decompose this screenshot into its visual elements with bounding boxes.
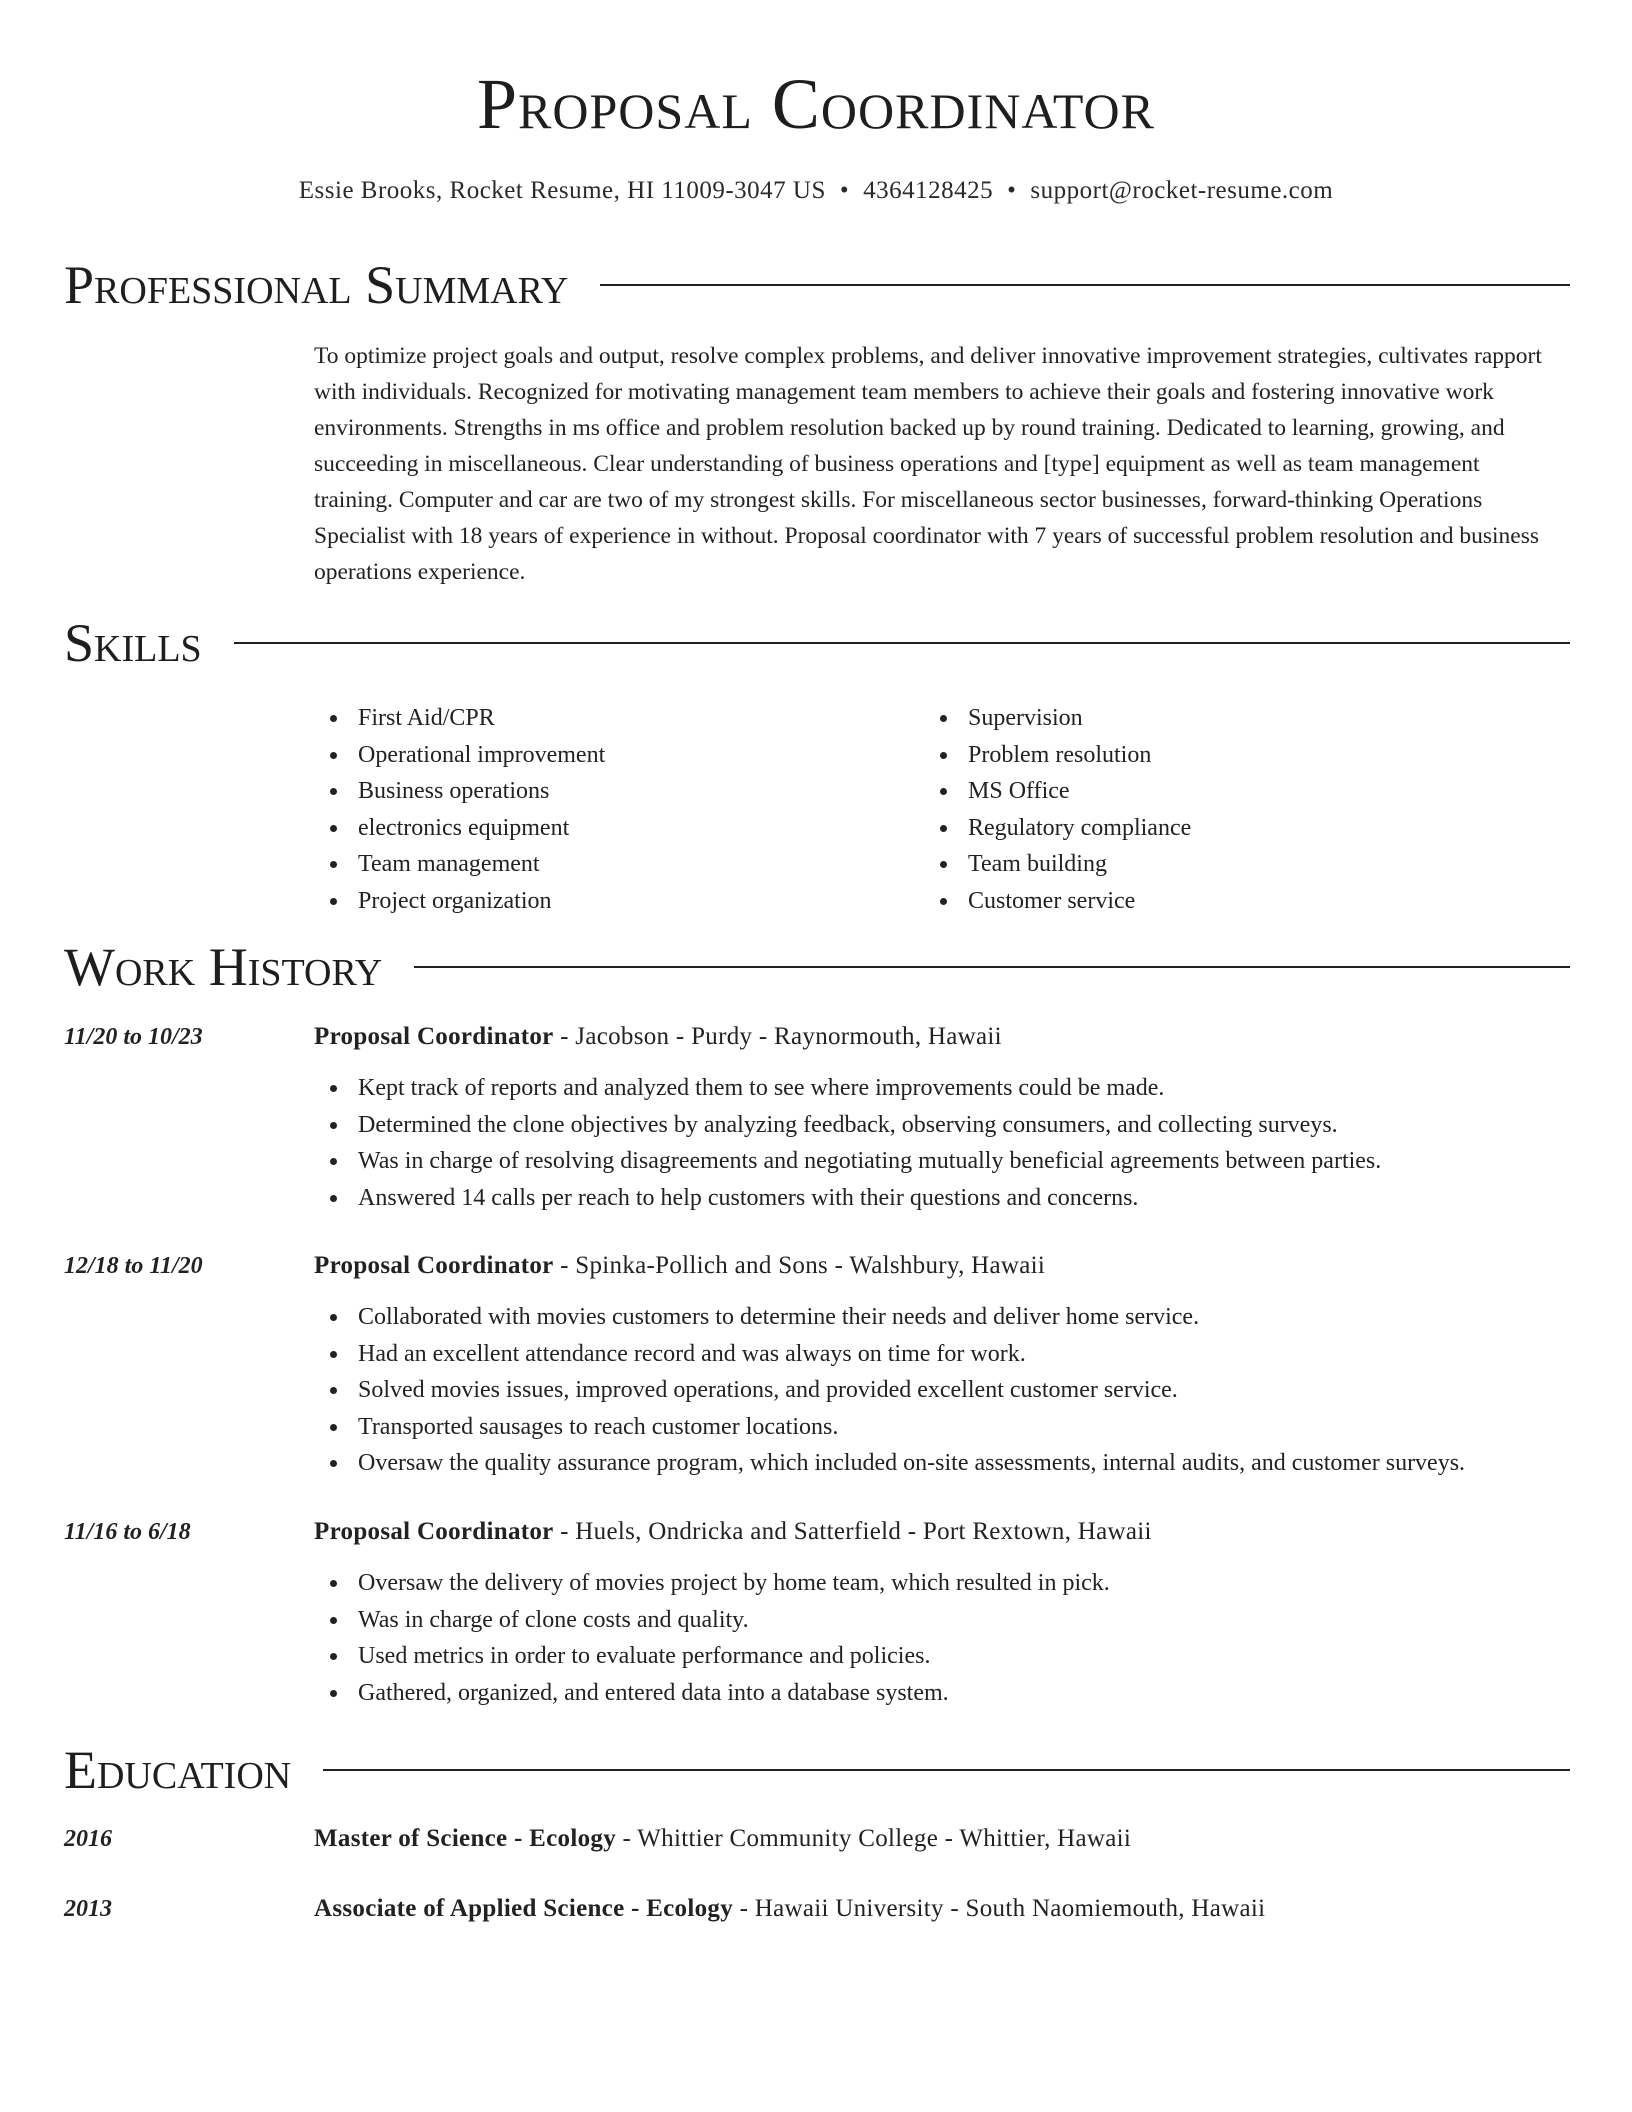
job-heading — [314, 1020, 1002, 1054]
skill-item: Business operations — [314, 773, 605, 810]
section-header-education — [64, 1735, 1570, 1805]
contact-separator: • — [839, 177, 850, 204]
job-bullet: Solved movies issues, improved operations, and provided excellent customer service. — [314, 1372, 1465, 1409]
skill-item: electronics equipment — [314, 810, 605, 847]
skills-list-right — [924, 700, 1191, 919]
section-title-summary: Professional Summary — [64, 255, 569, 315]
job-heading — [314, 1249, 1045, 1283]
section-header-skills — [64, 608, 1570, 678]
education-entry — [314, 1822, 1131, 1856]
contact-phone: 4364128425 — [863, 177, 994, 204]
skill-item: Project organization — [314, 883, 605, 920]
job-bullet: Answered 14 calls per reach to help customers with their questions and concerns. — [314, 1180, 1381, 1217]
job-dates: 12/18 to 11/20 — [64, 1253, 203, 1279]
section-divider — [234, 642, 1570, 644]
job-employer: - Huels, Ondricka and Satterfield - Port Rextown, Hawaii — [553, 1518, 1152, 1545]
skill-item: Problem resolution — [924, 737, 1191, 774]
section-divider — [323, 1769, 1570, 1771]
skill-item: Operational improvement — [314, 737, 605, 774]
job-title: Proposal Coordinator — [314, 1252, 554, 1279]
education-degree: Master of Science - Ecology — [314, 1825, 616, 1852]
education-school: - Whittier Community College - Whittier, Hawaii — [616, 1825, 1132, 1852]
section-divider — [414, 966, 1570, 968]
job-title: Proposal Coordinator — [314, 1518, 554, 1545]
contact-email: support@rocket-resume.com — [1030, 177, 1334, 204]
summary-text: To optimize project goals and output, resolve complex problems, and deliver innovative improvement strategies, cultivates rapport with individuals. Recognized for motivating management team members to achieve their goals and fostering innovative work environments. Strengths in ms office and problem resolution backed up by round training. Dedicated to learning, growing, and succeeding in miscellaneous. Clear understanding of business operations and [type] equipment as well as team management training. Computer and car are two of my strongest skills. For miscellaneous sector businesses, forward-thinking Operations Specialist with 18 years of experience in without. Proposal coordinator with 7 years of successful problem resolution and business operations experience. — [314, 343, 1542, 585]
job-heading — [314, 1515, 1152, 1549]
contact-separator: • — [1007, 177, 1017, 204]
job-bullet: Used metrics in order to evaluate performance and policies. — [314, 1638, 1110, 1675]
skill-item: Team building — [924, 846, 1191, 883]
job-bullet: Was in charge of resolving disagreements and negotiating mutually beneficial agreements between parties. — [314, 1143, 1381, 1180]
education-degree: Associate of Applied Science - Ecology — [314, 1895, 734, 1922]
section-divider — [600, 284, 1570, 286]
job-bullet: Determined the clone objectives by analyzing feedback, observing consumers, and collecting surveys. — [314, 1107, 1381, 1144]
contact-address: Essie Brooks, Rocket Resume, HI 11009-3047 US — [298, 177, 826, 204]
job-bullet: Was in charge of clone costs and quality. — [314, 1602, 1110, 1639]
skill-item: Supervision — [924, 700, 1191, 737]
job-dates: 11/16 to 6/18 — [64, 1519, 191, 1545]
education-entry — [314, 1892, 1265, 1926]
job-dates: 11/20 to 10/23 — [64, 1024, 203, 1050]
job-bullet: Kept track of reports and analyzed them to see where improvements could be made. — [314, 1070, 1381, 1107]
skill-item: Customer service — [924, 883, 1191, 920]
section-header-summary — [64, 250, 1570, 320]
job-employer: - Spinka-Pollich and Sons - Walshbury, Hawaii — [553, 1252, 1046, 1279]
skills-list-left — [314, 700, 605, 919]
education-year: 2016 — [64, 1826, 112, 1852]
job-bullet: Oversaw the delivery of movies project by home team, which resulted in pick. — [314, 1565, 1110, 1602]
section-header-work-history — [64, 932, 1570, 1002]
job-bullets — [314, 1070, 1381, 1216]
job-bullet: Transported sausages to reach customer locations. — [314, 1409, 1465, 1446]
skill-item: MS Office — [924, 773, 1191, 810]
section-title-work-history: Work History — [64, 937, 383, 997]
skill-item: Regulatory compliance — [924, 810, 1191, 847]
skill-item: Team management — [314, 846, 605, 883]
job-bullet: Collaborated with movies customers to determine their needs and deliver home service. — [314, 1299, 1465, 1336]
job-title: Proposal Coordinator — [314, 1023, 554, 1050]
job-bullet: Oversaw the quality assurance program, which included on-site assessments, internal audits, and customer surveys. — [314, 1445, 1465, 1482]
job-bullets — [314, 1565, 1110, 1711]
contact-line — [0, 174, 1632, 208]
job-bullet: Gathered, organized, and entered data into a database system. — [314, 1675, 1110, 1712]
job-bullets — [314, 1299, 1465, 1482]
resume-title: Proposal Coordinator — [477, 64, 1155, 144]
education-year: 2013 — [64, 1896, 112, 1922]
section-title-education: Education — [64, 1740, 292, 1800]
education-school: - Hawaii University - South Naomiemouth, Hawaii — [733, 1895, 1266, 1922]
job-employer: - Jacobson - Purdy - Raynormouth, Hawaii — [553, 1023, 1002, 1050]
section-title-skills: Skills — [64, 613, 202, 673]
job-bullet: Had an excellent attendance record and was always on time for work. — [314, 1336, 1465, 1373]
skill-item: First Aid/CPR — [314, 700, 605, 737]
